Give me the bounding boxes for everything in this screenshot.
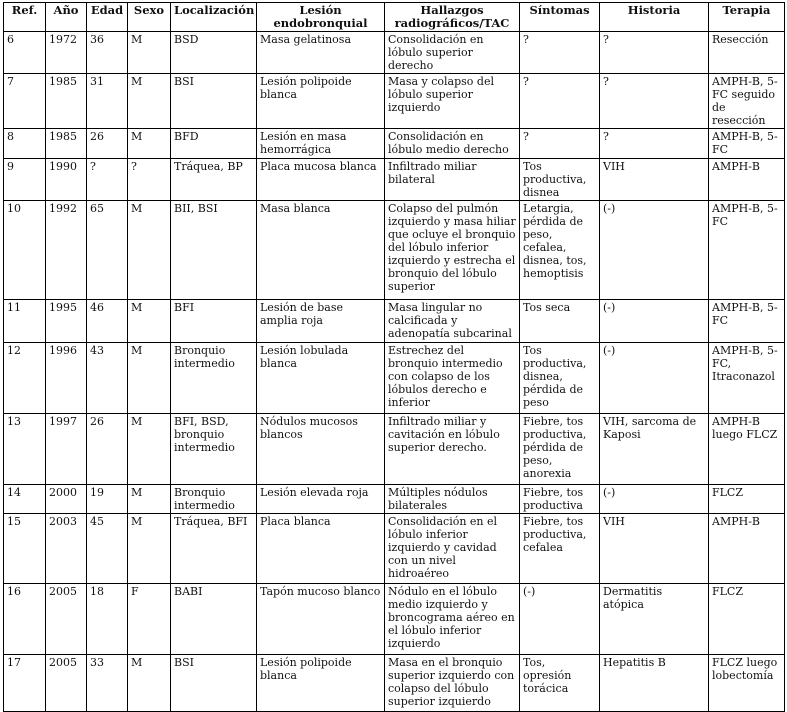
cell-ref: 16 — [4, 584, 46, 655]
cell-therapy: AMPH-B, 5-FC — [709, 300, 785, 343]
cell-therapy: AMPH-B, 5-FC seguido de resección — [709, 74, 785, 129]
cell-year: 1972 — [46, 32, 87, 74]
cell-location: Tráquea, BP — [171, 159, 257, 201]
cell-findings: Colapso del pulmón izquierdo y masa hiliar que ocluye el bronquio del lóbulo inferior izquierdo y estrecha el bronquio del lóbulo superior — [385, 201, 520, 300]
table-row — [4, 584, 785, 655]
cell-ref: 6 — [4, 32, 46, 74]
cell-findings: Estrechez del bronquio intermedio con colapso de los lóbulos derecho e inferior — [385, 343, 520, 414]
cell-lesion: Lesión de base amplia roja — [257, 300, 385, 343]
table-row — [4, 343, 785, 414]
table-row — [4, 514, 785, 584]
table-row — [4, 655, 785, 712]
cell-location: BII, BSI — [171, 201, 257, 300]
cell-history: (-) — [600, 300, 709, 343]
cell-year: 1992 — [46, 201, 87, 300]
cell-symptoms: ? — [520, 74, 600, 129]
cell-therapy: FLCZ — [709, 584, 785, 655]
cell-year: 1985 — [46, 74, 87, 129]
cell-sex: M — [128, 129, 171, 159]
cell-findings: Masa lingular no calcificada y adenopatía subcarinal — [385, 300, 520, 343]
cell-history: VIH, sarcoma de Kaposi — [600, 414, 709, 485]
cell-lesion: Lesión polipoide blanca — [257, 74, 385, 129]
cell-lesion: Lesión lobulada blanca — [257, 343, 385, 414]
cell-ref: 10 — [4, 201, 46, 300]
cell-sex: ? — [128, 159, 171, 201]
cell-location: BFI — [171, 300, 257, 343]
table-row — [4, 74, 785, 129]
cell-history: ? — [600, 32, 709, 74]
cell-lesion: Tapón mucoso blanco — [257, 584, 385, 655]
cell-therapy: FLCZ luego lobectomía — [709, 655, 785, 712]
table-row — [4, 300, 785, 343]
table-row — [4, 201, 785, 300]
cell-age: 19 — [87, 485, 128, 514]
header-findings: Hallazgos radiográficos/TAC — [385, 3, 520, 32]
cell-location: Bronquio intermedio — [171, 343, 257, 414]
cell-findings: Infiltrado miliar y cavitación en lóbulo superior derecho. — [385, 414, 520, 485]
header-history: Historia — [600, 3, 709, 32]
cell-findings: Múltiples nódulos bilaterales — [385, 485, 520, 514]
cell-symptoms: ? — [520, 32, 600, 74]
cell-therapy: FLCZ — [709, 485, 785, 514]
cell-age: 33 — [87, 655, 128, 712]
cell-symptoms: ? — [520, 129, 600, 159]
cell-symptoms: Tos productiva, disnea — [520, 159, 600, 201]
cell-location: BABI — [171, 584, 257, 655]
case-table — [3, 2, 785, 712]
cell-ref: 17 — [4, 655, 46, 712]
table-row — [4, 32, 785, 74]
header-ref: Ref. — [4, 3, 46, 32]
cell-ref: 7 — [4, 74, 46, 129]
cell-findings: Masa en el bronquio superior izquierdo con colapso del lóbulo superior izquierdo — [385, 655, 520, 712]
cell-year: 1990 — [46, 159, 87, 201]
cell-year: 2000 — [46, 485, 87, 514]
cell-therapy: AMPH-B — [709, 159, 785, 201]
cell-year: 1996 — [46, 343, 87, 414]
cell-location: Bronquio intermedio — [171, 485, 257, 514]
cell-history: (-) — [600, 343, 709, 414]
cell-age: 26 — [87, 414, 128, 485]
cell-sex: M — [128, 485, 171, 514]
header-symptoms: Síntomas — [520, 3, 600, 32]
table-row — [4, 485, 785, 514]
cell-ref: 15 — [4, 514, 46, 584]
cell-age: 31 — [87, 74, 128, 129]
cell-location: BFI, BSD, bronquio intermedio — [171, 414, 257, 485]
cell-year: 2003 — [46, 514, 87, 584]
cell-year: 1985 — [46, 129, 87, 159]
cell-history: VIH — [600, 159, 709, 201]
header-location: Localización — [171, 3, 257, 32]
cell-ref: 8 — [4, 129, 46, 159]
cell-age: ? — [87, 159, 128, 201]
cell-year: 2005 — [46, 655, 87, 712]
cell-age: 43 — [87, 343, 128, 414]
cell-history: (-) — [600, 485, 709, 514]
table-row — [4, 129, 785, 159]
header-sex: Sexo — [128, 3, 171, 32]
cell-therapy: AMPH-B luego FLCZ — [709, 414, 785, 485]
cell-lesion: Lesión polipoide blanca — [257, 655, 385, 712]
cell-ref: 14 — [4, 485, 46, 514]
cell-history: ? — [600, 74, 709, 129]
cell-symptoms: Fiebre, tos productiva, pérdida de peso, anorexia — [520, 414, 600, 485]
cell-symptoms: Letargia, pérdida de peso, cefalea, disnea, tos, hemoptisis — [520, 201, 600, 300]
cell-year: 1995 — [46, 300, 87, 343]
cell-therapy: AMPH-B, 5-FC — [709, 201, 785, 300]
cell-findings: Consolidación en lóbulo superior derecho — [385, 32, 520, 74]
cell-history: VIH — [600, 514, 709, 584]
table-row — [4, 414, 785, 485]
header-year: Año — [46, 3, 87, 32]
cell-age: 26 — [87, 129, 128, 159]
cell-year: 1997 — [46, 414, 87, 485]
cell-location: BFD — [171, 129, 257, 159]
cell-age: 65 — [87, 201, 128, 300]
cell-history: Hepatitis B — [600, 655, 709, 712]
cell-lesion: Lesión en masa hemorrágica — [257, 129, 385, 159]
cell-age: 45 — [87, 514, 128, 584]
cell-sex: M — [128, 32, 171, 74]
cell-findings: Nódulo en el lóbulo medio izquierdo y broncograma aéreo en el lóbulo inferior izquierdo — [385, 584, 520, 655]
cell-ref: 12 — [4, 343, 46, 414]
cell-sex: M — [128, 514, 171, 584]
cell-location: BSD — [171, 32, 257, 74]
cell-sex: M — [128, 201, 171, 300]
cell-therapy: AMPH-B, 5-FC — [709, 129, 785, 159]
cell-sex: M — [128, 414, 171, 485]
cell-findings: Consolidación en lóbulo medio derecho — [385, 129, 520, 159]
cell-sex: M — [128, 300, 171, 343]
cell-age: 46 — [87, 300, 128, 343]
cell-location: BSI — [171, 74, 257, 129]
cell-symptoms: Fiebre, tos productiva — [520, 485, 600, 514]
cell-findings: Consolidación en el lóbulo inferior izquierdo y cavidad con un nivel hidroaéreo — [385, 514, 520, 584]
cell-sex: M — [128, 655, 171, 712]
cell-therapy: Resección — [709, 32, 785, 74]
cell-symptoms: Tos seca — [520, 300, 600, 343]
cell-history: Dermatitis atópica — [600, 584, 709, 655]
cell-age: 18 — [87, 584, 128, 655]
cell-location: Tráquea, BFI — [171, 514, 257, 584]
cell-history: (-) — [600, 201, 709, 300]
cell-lesion: Masa blanca — [257, 201, 385, 300]
cell-therapy: AMPH-B, 5-FC, Itraconazol — [709, 343, 785, 414]
cell-ref: 9 — [4, 159, 46, 201]
cell-sex: M — [128, 74, 171, 129]
cell-symptoms: (-) — [520, 584, 600, 655]
cell-symptoms: Tos, opresión torácica — [520, 655, 600, 712]
cell-therapy: AMPH-B — [709, 514, 785, 584]
header-lesion: Lesión endobronquial — [257, 3, 385, 32]
cell-lesion: Nódulos mucosos blancos — [257, 414, 385, 485]
cell-age: 36 — [87, 32, 128, 74]
cell-findings: Masa y colapso del lóbulo superior izquierdo — [385, 74, 520, 129]
cell-lesion: Placa mucosa blanca — [257, 159, 385, 201]
header-therapy: Terapia — [709, 3, 785, 32]
header-row — [4, 3, 785, 32]
cell-lesion: Placa blanca — [257, 514, 385, 584]
cell-sex: F — [128, 584, 171, 655]
cell-symptoms: Tos productiva, disnea, pérdida de peso — [520, 343, 600, 414]
cell-lesion: Lesión elevada roja — [257, 485, 385, 514]
cell-findings: Infiltrado miliar bilateral — [385, 159, 520, 201]
cell-history: ? — [600, 129, 709, 159]
cell-lesion: Masa gelatinosa — [257, 32, 385, 74]
cell-ref: 13 — [4, 414, 46, 485]
cell-location: BSI — [171, 655, 257, 712]
cell-sex: M — [128, 343, 171, 414]
cell-symptoms: Fiebre, tos productiva, cefalea — [520, 514, 600, 584]
cell-year: 2005 — [46, 584, 87, 655]
header-age: Edad — [87, 3, 128, 32]
cell-ref: 11 — [4, 300, 46, 343]
table-row — [4, 159, 785, 201]
